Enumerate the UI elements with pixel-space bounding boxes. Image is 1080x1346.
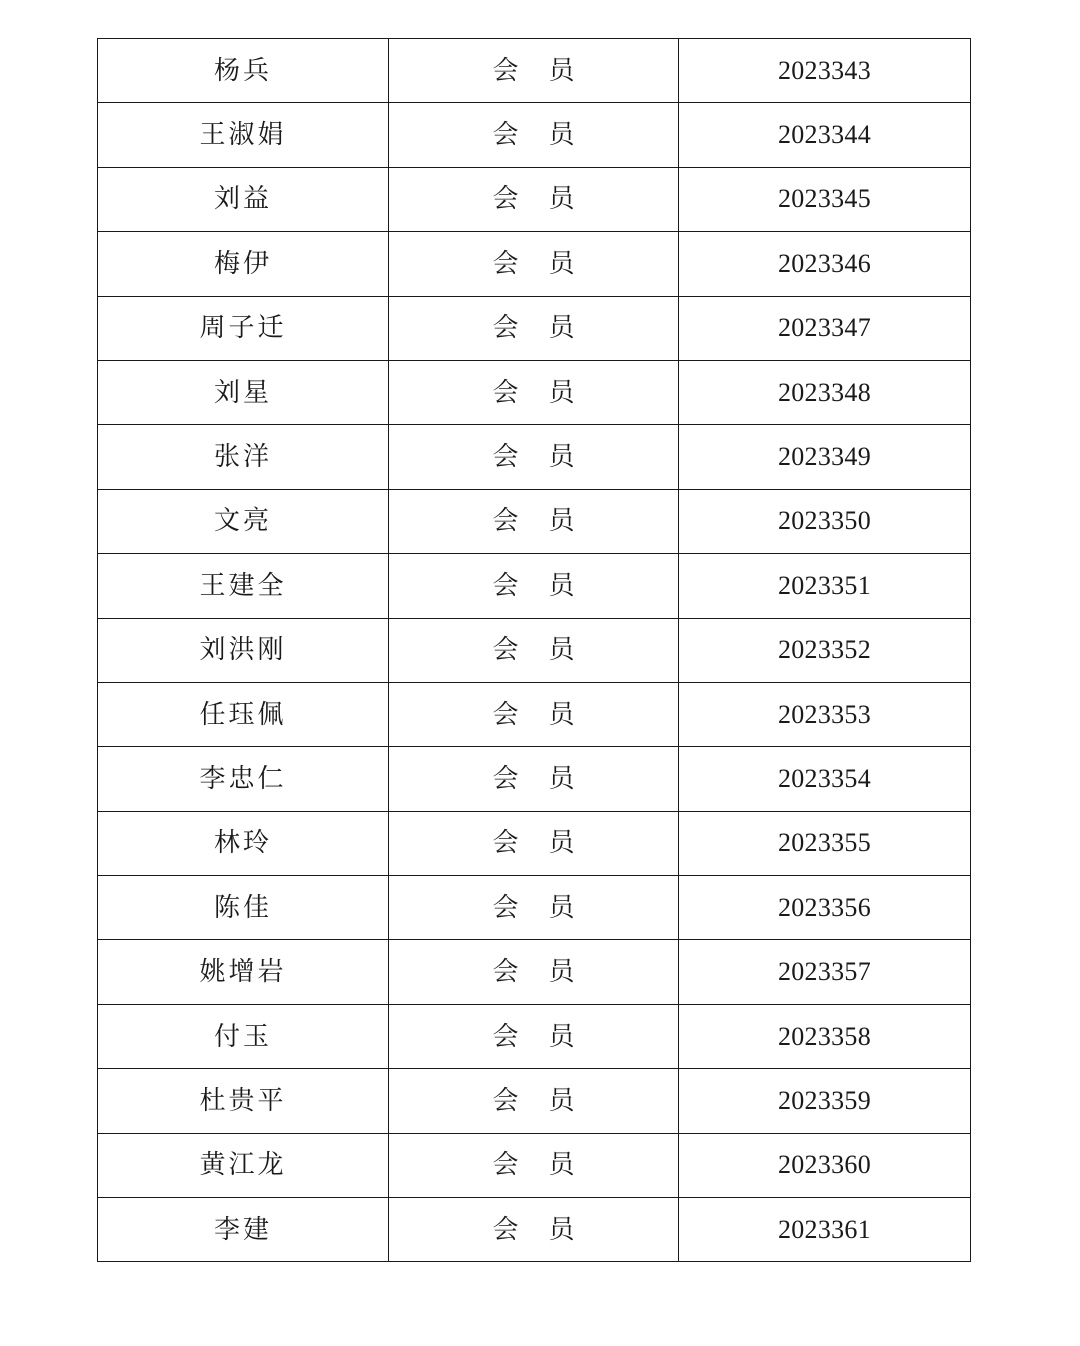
table-row xyxy=(98,876,971,940)
member-name: 陈佳 xyxy=(98,876,389,940)
member-name: 姚增岩 xyxy=(98,940,389,1004)
table-row xyxy=(98,1004,971,1068)
table-row xyxy=(98,360,971,424)
member-number: 2023358 xyxy=(679,1004,971,1068)
member-name: 张洋 xyxy=(98,425,389,489)
member-name: 任珏佩 xyxy=(98,682,389,746)
member-name: 刘洪刚 xyxy=(98,618,389,682)
member-number: 2023355 xyxy=(679,811,971,875)
member-role: 会员 xyxy=(389,618,679,682)
table-row xyxy=(98,489,971,553)
member-role: 会员 xyxy=(389,811,679,875)
member-name: 刘星 xyxy=(98,360,389,424)
table-row xyxy=(98,1198,971,1262)
member-number: 2023346 xyxy=(679,232,971,296)
member-name: 付玉 xyxy=(98,1004,389,1068)
member-name: 李建 xyxy=(98,1198,389,1262)
member-role: 会员 xyxy=(389,940,679,1004)
member-number: 2023354 xyxy=(679,747,971,811)
member-table-body xyxy=(98,39,971,1262)
member-role: 会员 xyxy=(389,39,679,103)
member-number: 2023347 xyxy=(679,296,971,360)
member-name: 杨兵 xyxy=(98,39,389,103)
member-number: 2023357 xyxy=(679,940,971,1004)
member-role: 会员 xyxy=(389,167,679,231)
member-role: 会员 xyxy=(389,296,679,360)
member-number: 2023361 xyxy=(679,1198,971,1262)
member-role: 会员 xyxy=(389,554,679,618)
member-role: 会员 xyxy=(389,1133,679,1197)
table-row xyxy=(98,811,971,875)
table-row xyxy=(98,39,971,103)
table-row xyxy=(98,425,971,489)
member-role: 会员 xyxy=(389,876,679,940)
member-number: 2023350 xyxy=(679,489,971,553)
member-name: 王建全 xyxy=(98,554,389,618)
member-number: 2023360 xyxy=(679,1133,971,1197)
member-role: 会员 xyxy=(389,1069,679,1133)
member-number: 2023356 xyxy=(679,876,971,940)
table-row xyxy=(98,1133,971,1197)
member-role: 会员 xyxy=(389,747,679,811)
member-role: 会员 xyxy=(389,1004,679,1068)
member-name: 王淑娟 xyxy=(98,103,389,167)
member-number: 2023345 xyxy=(679,167,971,231)
member-table xyxy=(97,38,971,1262)
table-row xyxy=(98,103,971,167)
member-name: 杜贵平 xyxy=(98,1069,389,1133)
member-name: 李忠仁 xyxy=(98,747,389,811)
member-role: 会员 xyxy=(389,232,679,296)
member-role: 会员 xyxy=(389,360,679,424)
table-row xyxy=(98,296,971,360)
member-role: 会员 xyxy=(389,425,679,489)
table-row xyxy=(98,167,971,231)
member-number: 2023343 xyxy=(679,39,971,103)
table-row xyxy=(98,682,971,746)
member-name: 刘益 xyxy=(98,167,389,231)
member-number: 2023353 xyxy=(679,682,971,746)
member-name: 周子迁 xyxy=(98,296,389,360)
member-role: 会员 xyxy=(389,682,679,746)
member-number: 2023359 xyxy=(679,1069,971,1133)
table-row xyxy=(98,554,971,618)
member-name: 黄江龙 xyxy=(98,1133,389,1197)
table-row xyxy=(98,940,971,1004)
member-role: 会员 xyxy=(389,489,679,553)
member-number: 2023348 xyxy=(679,360,971,424)
table-row xyxy=(98,232,971,296)
member-number: 2023344 xyxy=(679,103,971,167)
member-name: 文亮 xyxy=(98,489,389,553)
member-name: 林玲 xyxy=(98,811,389,875)
table-row xyxy=(98,1069,971,1133)
member-number: 2023352 xyxy=(679,618,971,682)
member-role: 会员 xyxy=(389,103,679,167)
table-row xyxy=(98,747,971,811)
member-name: 梅伊 xyxy=(98,232,389,296)
member-number: 2023349 xyxy=(679,425,971,489)
member-role: 会员 xyxy=(389,1198,679,1262)
member-number: 2023351 xyxy=(679,554,971,618)
table-row xyxy=(98,618,971,682)
